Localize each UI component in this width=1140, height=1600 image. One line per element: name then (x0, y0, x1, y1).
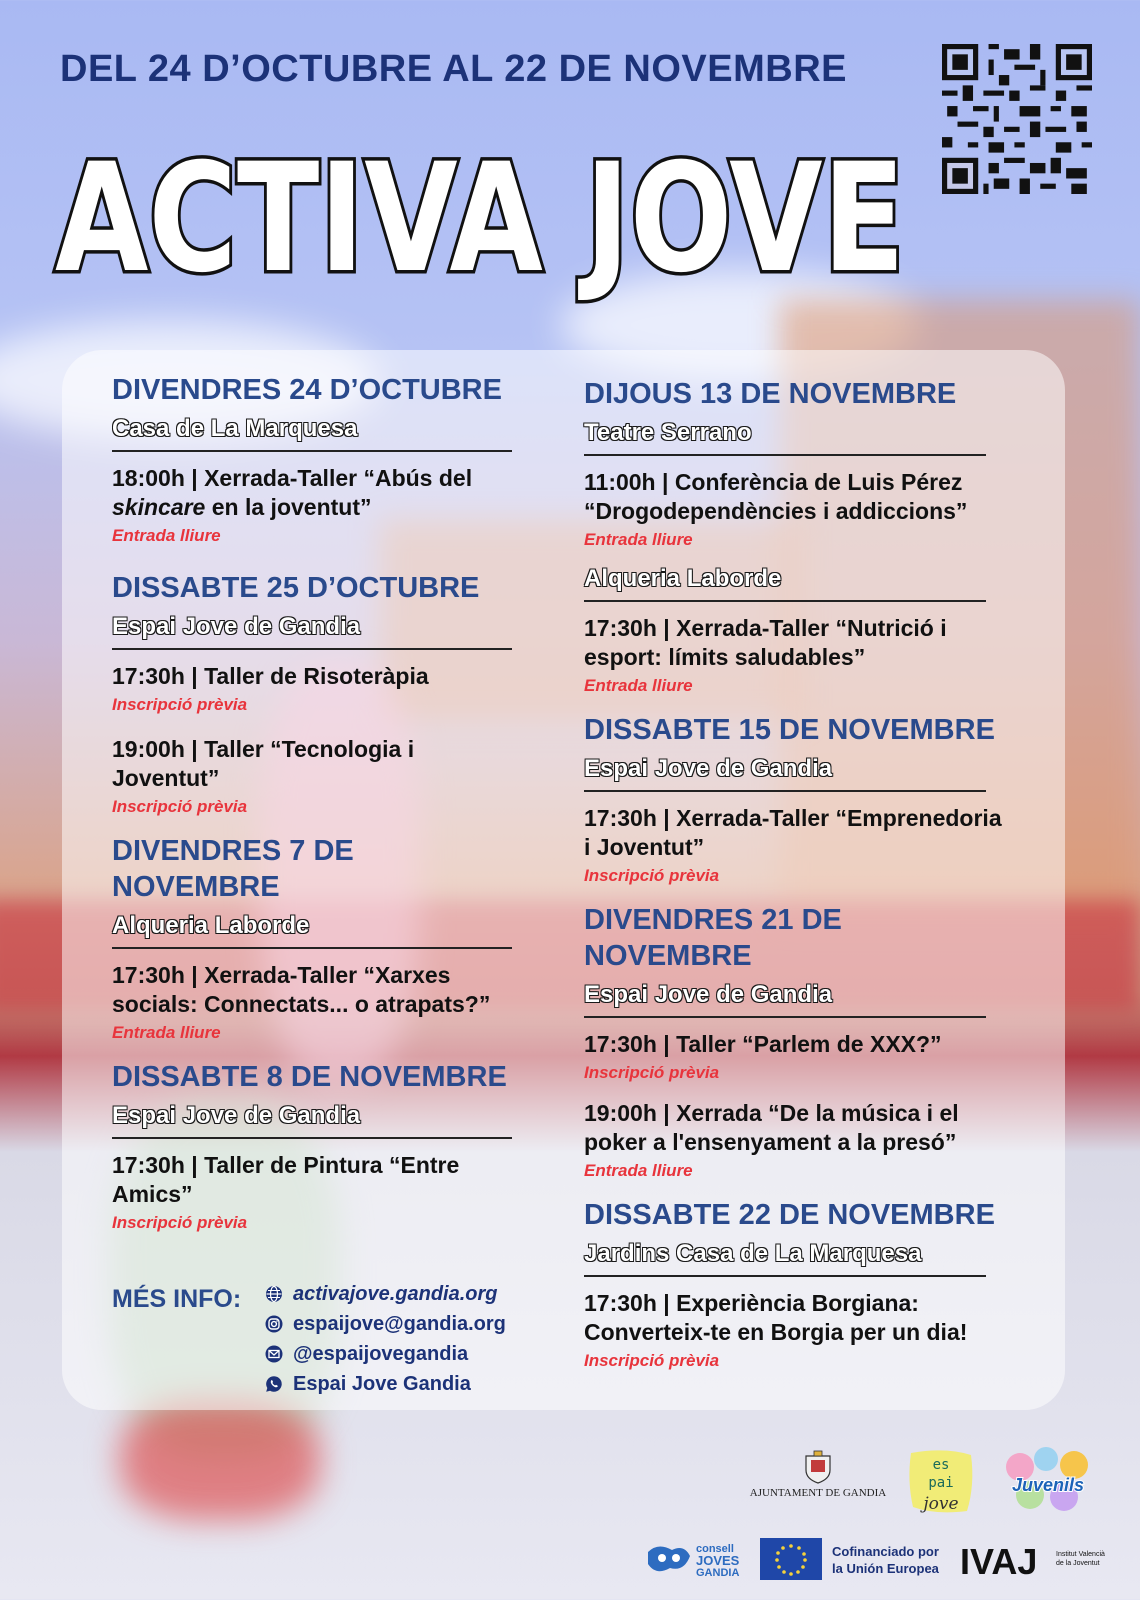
day-block (584, 902, 1014, 1183)
consell-joves-text: JOVES (696, 1553, 740, 1568)
consell-text: consell (696, 1543, 734, 1555)
whatsapp-icon (264, 1374, 284, 1394)
contact-text: @espaijovegandia (293, 1342, 469, 1365)
espai-jove-jove: jove (923, 1494, 959, 1514)
espai-jove-es: es (932, 1457, 950, 1473)
title-text: ACTIVA JOVE (55, 132, 905, 306)
crest-icon (803, 1450, 833, 1484)
day-title: DISSABTE 15 DE NOVEMBRE (584, 714, 995, 746)
day-block (584, 712, 1014, 888)
consell-joves-logo[interactable] (644, 1538, 744, 1582)
ivaj-text: IVAJ (960, 1541, 1038, 1582)
right-column (584, 376, 1014, 1385)
ajuntament-logo[interactable] (748, 1450, 888, 1506)
access-label: Inscripció prèvia (112, 1213, 248, 1232)
access-label: Entrada lliure (584, 530, 693, 549)
day-title: DIVENDRES 24 D’OCTUBRE (112, 374, 502, 406)
ivaj-logo[interactable] (960, 1536, 1110, 1582)
espai-jove-pai: pai (928, 1475, 954, 1491)
eu-line1: Cofinanciado por (832, 1544, 939, 1559)
event (112, 464, 522, 548)
access-label: Inscripció prèvia (112, 797, 248, 816)
event (584, 468, 1014, 552)
venue-name: Alqueria Laborde (112, 911, 512, 949)
event-text: 19:00h | Xerrada “De la música i el poker a l'ensenyament a la presó” (584, 1100, 959, 1155)
contact-website[interactable] (264, 1279, 564, 1309)
event-text: 17:30h | Taller de Risoteràpia (112, 663, 429, 689)
contact-text: Espai Jove Gandia (293, 1372, 471, 1395)
venue-name: Espai Jove de Gandia (584, 754, 986, 792)
contact-text: activajove.gandia.org (293, 1282, 498, 1305)
day-title: DIJOUS 13 DE NOVEMBRE (584, 378, 957, 410)
left-column (112, 372, 522, 1247)
event-text: 11:00h | Conferència de Luis Pérez “Drogodependències i addiccions” (584, 469, 968, 524)
event (584, 1289, 1014, 1373)
venue-name: Teatre Serrano (584, 418, 986, 456)
event (112, 662, 522, 717)
event-text: 17:30h | Taller de Pintura “Entre Amics” (112, 1152, 460, 1207)
access-label: Entrada lliure (584, 676, 693, 695)
access-label: Inscripció prèvia (584, 1351, 720, 1370)
access-label: Entrada lliure (584, 1161, 693, 1180)
globe-icon (264, 1284, 284, 1304)
espai-jove-logo[interactable] (905, 1445, 977, 1517)
contact-instagram[interactable] (264, 1309, 564, 1339)
access-label: Inscripció prèvia (584, 866, 720, 885)
event-text: 18:00h | Xerrada-Taller “Abús del skincare en la joventut” (112, 465, 473, 520)
access-label: Inscripció prèvia (584, 1063, 720, 1082)
date-range: DEL 24 D’OCTUBRE AL 22 DE NOVEMBRE (60, 48, 848, 90)
day-title: DISSABTE 8 DE NOVEMBRE (112, 1061, 507, 1093)
event (584, 614, 1014, 698)
event (112, 735, 522, 819)
event (112, 1151, 522, 1235)
day-block (112, 372, 522, 548)
event-text: 17:30h | Taller “Parlem de XXX?” (584, 1031, 942, 1057)
ivaj-sub1: Institut Valencià (1056, 1551, 1105, 1558)
consell-gandia-text: GANDIA (696, 1567, 740, 1579)
day-block (112, 1059, 522, 1235)
ivaj-sub2: de la Joventut (1056, 1560, 1100, 1567)
event-text: 17:30h | Xerrada-Taller “Xarxes socials: Connectats... o atrapats?” (112, 962, 491, 1017)
event (584, 804, 1014, 888)
access-label: Inscripció prèvia (112, 695, 248, 714)
venue-name: Casa de La Marquesa (112, 414, 512, 452)
contact-list (264, 1279, 564, 1399)
day-title: DIVENDRES 21 DE NOVEMBRE (584, 904, 842, 972)
venue-name: Alqueria Laborde (584, 564, 986, 602)
event-text: 17:30h | Experiència Borgiana: Converteix-te en Borgia per un dia! (584, 1290, 968, 1345)
event-text: 17:30h | Xerrada-Taller “Emprenedoria i Joventut” (584, 805, 1002, 860)
activa-jove-title (40, 120, 920, 310)
eu-line2: la Unión Europea (832, 1561, 939, 1576)
event (584, 1030, 1014, 1085)
venue-name: Espai Jove de Gandia (112, 612, 512, 650)
juvenils-logo[interactable] (1000, 1445, 1096, 1517)
ajuntament-text: AJUNTAMENT DE GANDIA (749, 1487, 887, 1499)
day-block (112, 570, 522, 819)
event (584, 1099, 1014, 1183)
access-label: Entrada lliure (112, 1023, 221, 1042)
day-block (112, 833, 522, 1045)
day-title: DISSABTE 22 DE NOVEMBRE (584, 1199, 995, 1231)
event (112, 961, 522, 1045)
contact-mail[interactable] (264, 1339, 564, 1369)
day-title: DIVENDRES 7 DE NOVEMBRE (112, 835, 354, 903)
contact-text: espaijove@gandia.org (293, 1312, 506, 1335)
event-text: 19:00h | Taller “Tecnologia i Joventut” (112, 736, 415, 791)
more-info-label: MÉS INFO: (112, 1285, 242, 1313)
venue-name: Jardins Casa de La Marquesa (584, 1239, 986, 1277)
day-title: DISSABTE 25 D’OCTUBRE (112, 572, 480, 604)
instagram-icon (264, 1314, 284, 1334)
qr-code[interactable] (942, 44, 1092, 194)
event-text: 17:30h | Xerrada-Taller “Nutrició i esport: límits saludables” (584, 615, 947, 670)
access-label: Entrada lliure (112, 526, 221, 545)
contact-whatsapp[interactable] (264, 1369, 564, 1399)
eu-cofinance-logo[interactable] (760, 1536, 950, 1582)
day-block (584, 376, 1014, 698)
venue-name: Espai Jove de Gandia (112, 1101, 512, 1139)
mail-icon (264, 1344, 284, 1364)
juvenils-text: Juvenils (1011, 1475, 1085, 1495)
venue-name: Espai Jove de Gandia (584, 980, 986, 1018)
day-block (584, 1197, 1014, 1373)
